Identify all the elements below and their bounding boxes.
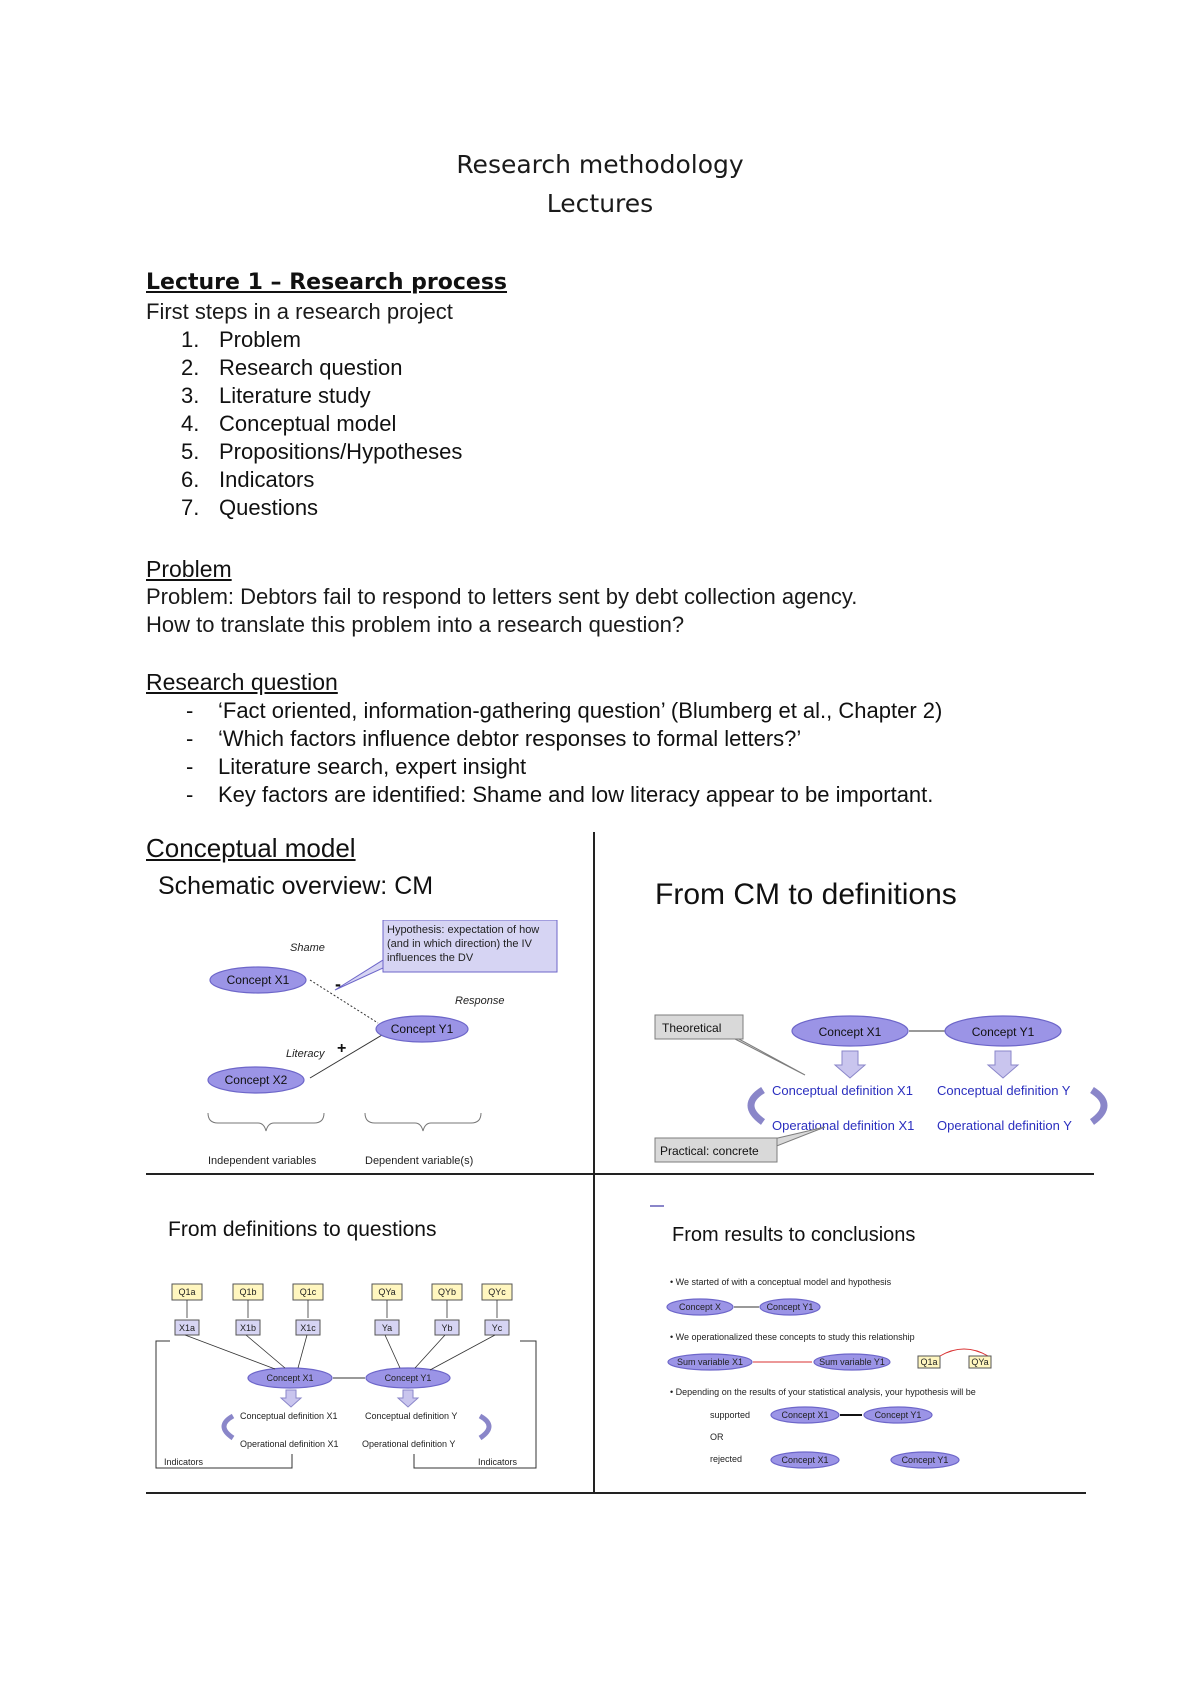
supported-label: supported — [710, 1410, 751, 1420]
step-item — [181, 411, 396, 437]
step-text: Research question — [219, 355, 403, 380]
question-box-label: Q1a — [178, 1287, 196, 1297]
bullet-item — [186, 726, 801, 752]
dependent-label: Dependent variable(s) — [365, 1155, 474, 1167]
conceptual-def-y-label: Conceptual definition Y — [937, 1083, 1071, 1098]
step-item — [181, 383, 371, 409]
step-number: 7. — [181, 495, 200, 520]
problem-line-2: How to translate this problem into a research question? — [146, 612, 685, 637]
bullet-text: Key factors are identified: Shame and low literacy appear to be important. — [218, 782, 934, 807]
slide3-boxes — [172, 1284, 512, 1335]
bullet-dash: - — [186, 782, 194, 807]
slide1-title: Schematic overview: CM — [158, 872, 434, 900]
callout-pointer — [335, 960, 383, 990]
problem-heading: Problem — [146, 556, 232, 582]
line-x1-x1c — [298, 1335, 307, 1368]
plus-sign: + — [337, 1040, 347, 1057]
arrow-q — [940, 1349, 988, 1356]
down-arrow-y1 — [988, 1051, 1018, 1078]
step-number: 6. — [181, 467, 200, 492]
indicators-right-label: Indicators — [478, 1457, 518, 1467]
conceptual-def-x1-label: Conceptual definition X1 — [240, 1411, 338, 1421]
grid-divider-vertical — [593, 832, 595, 1492]
slide1-diagram — [200, 920, 570, 1170]
operational-def-y-label: Operational definition Y — [362, 1439, 456, 1449]
step-item — [181, 327, 301, 353]
concept-x1-label: Concept X1 — [226, 973, 290, 987]
indicator-box-label: Yb — [441, 1323, 453, 1333]
supported-x-label: Concept X1 — [781, 1410, 829, 1420]
curve-arrow-right — [1092, 1090, 1104, 1122]
slide2-title: From CM to definitions — [655, 878, 957, 911]
step-number: 4. — [181, 411, 200, 436]
indicators-left-label: Indicators — [164, 1457, 204, 1467]
document-subtitle: Lectures — [546, 189, 654, 218]
callout-line-3: influences the DV — [387, 952, 474, 964]
minus-sign: - — [335, 974, 341, 994]
operational-def-x1-label: Operational definition X1 — [240, 1439, 339, 1449]
indicator-box-label: Yc — [491, 1323, 503, 1333]
question-box-label: Q1c — [299, 1287, 317, 1297]
response-label: Response — [455, 995, 505, 1007]
practical-label: Practical: concrete — [660, 1144, 759, 1158]
indicator-box-label: Ya — [381, 1323, 393, 1333]
or-label: OR — [710, 1432, 724, 1442]
operational-def-y-label: Operational definition Y — [937, 1118, 1072, 1133]
supported-y-label: Concept Y1 — [874, 1410, 922, 1420]
slide3-diagram — [150, 1280, 540, 1475]
rejected-label: rejected — [710, 1454, 743, 1464]
conceptual-def-y-label: Conceptual definition Y — [365, 1411, 458, 1421]
lecture-heading: Lecture 1 – Research process — [146, 270, 508, 295]
operational-def-x1-label: Operational definition X1 — [772, 1118, 915, 1133]
slide4-title: From results to conclusions — [672, 1224, 916, 1246]
concept-y1-label: Concept Y1 — [766, 1302, 814, 1312]
question-box-label: QYa — [378, 1287, 396, 1297]
step-number: 5. — [181, 439, 200, 464]
concept-x1-label: Concept X1 — [818, 1025, 882, 1039]
slide2-diagram — [645, 1005, 1115, 1165]
step-text: Problem — [219, 327, 301, 352]
step-text: Propositions/Hypotheses — [219, 439, 463, 464]
concept-y1-label: Concept Y1 — [971, 1025, 1035, 1039]
brace-dependent — [365, 1113, 481, 1131]
grid-divider-bottom — [146, 1492, 1086, 1494]
callout-line-2: (and in which direction) the IV — [387, 938, 532, 950]
bullet-text: Literature search, expert insight — [218, 754, 527, 779]
step-text: Conceptual model — [219, 411, 397, 436]
step-item — [181, 355, 402, 381]
literacy-label: Literacy — [286, 1048, 325, 1060]
slide4-accent — [650, 1205, 664, 1207]
step-item — [181, 495, 318, 521]
bullet-item — [186, 782, 933, 808]
curve-arrow-left — [224, 1416, 233, 1438]
down-arrow-x1 — [281, 1390, 301, 1407]
curve-arrow-left — [751, 1090, 763, 1122]
line-y1-yb — [415, 1335, 445, 1368]
bullet-text: ‘Which factors influence debtor responses to formal letters?’ — [218, 726, 802, 751]
line-x1-x1a — [185, 1335, 275, 1369]
step-number: 1. — [181, 327, 200, 352]
step-text: Questions — [219, 495, 319, 520]
step-number: 2. — [181, 355, 200, 380]
question-box-label: QYb — [437, 1287, 457, 1297]
line-x1-x1b — [246, 1335, 285, 1368]
intro-text: First steps in a research project — [146, 299, 453, 324]
bullet-dash: - — [186, 698, 194, 723]
sum-x1-label: Sum variable X1 — [676, 1357, 744, 1367]
question-box-label: QYc — [488, 1287, 506, 1297]
down-arrow-x1 — [835, 1051, 865, 1078]
rejected-y-label: Concept Y1 — [901, 1455, 949, 1465]
bullet-text: ‘Fact oriented, information-gathering question’ (Blumberg et al., Chapter 2) — [218, 698, 943, 723]
step-text: Literature study — [219, 383, 371, 408]
bullet-item — [186, 698, 942, 724]
step-item — [181, 439, 462, 465]
step-item — [181, 467, 314, 493]
indicator-box-label: X1a — [178, 1323, 196, 1333]
independent-label: Independent variables — [208, 1155, 317, 1167]
bullet-1: • We started of with a conceptual model and hypothesis — [670, 1277, 892, 1287]
grid-divider-horizontal — [146, 1173, 1094, 1175]
curve-arrow-right — [480, 1416, 489, 1438]
question-box-label: Q1b — [239, 1287, 257, 1297]
bullet-item — [186, 754, 526, 780]
problem-line-1: Problem: Debtors fail to respond to letters sent by debt collection agency. — [146, 584, 858, 609]
step-text: Indicators — [219, 467, 315, 492]
down-arrow-y1 — [398, 1390, 418, 1407]
sum-y1-label: Sum variable Y1 — [819, 1357, 885, 1367]
theoretical-label: Theoretical — [662, 1021, 722, 1035]
q1a-label: Q1a — [920, 1357, 938, 1367]
concept-y1-label: Concept Y1 — [384, 1373, 432, 1383]
concept-x1-label: Concept X1 — [266, 1373, 314, 1383]
qya-label: QYa — [971, 1357, 989, 1367]
document-title: Research methodology — [456, 150, 744, 179]
bullet-2: • We operationalized these concepts to study this relationship — [670, 1332, 915, 1342]
concept-x-label: Concept X — [678, 1302, 722, 1312]
bullet-3: • Depending on the results of your statistical analysis, your hypothesis will be — [670, 1387, 976, 1397]
concept-y1-label: Concept Y1 — [390, 1022, 454, 1036]
arrow-x1-y1 — [310, 980, 378, 1023]
slide3-title: From definitions to questions — [168, 1218, 437, 1241]
conceptual-def-x1-label: Conceptual definition X1 — [772, 1083, 913, 1098]
bullet-dash: - — [186, 726, 194, 751]
indicator-box-label: X1b — [239, 1323, 257, 1333]
slide4-diagram — [655, 1270, 1055, 1470]
indicator-box-label: X1c — [300, 1323, 316, 1333]
shame-label: Shame — [290, 942, 325, 954]
concept-x2-label: Concept X2 — [224, 1073, 288, 1087]
brace-independent — [208, 1113, 324, 1131]
line-y1-ya — [385, 1335, 400, 1368]
conceptual-model-heading: Conceptual model — [146, 833, 356, 863]
theoretical-pointer — [735, 1039, 805, 1075]
bullet-dash: - — [186, 754, 194, 779]
research-question-heading: Research question — [146, 669, 338, 695]
rejected-x-label: Concept X1 — [781, 1455, 829, 1465]
step-number: 3. — [181, 383, 200, 408]
callout-line-1: Hypothesis: expectation of how — [387, 924, 540, 936]
